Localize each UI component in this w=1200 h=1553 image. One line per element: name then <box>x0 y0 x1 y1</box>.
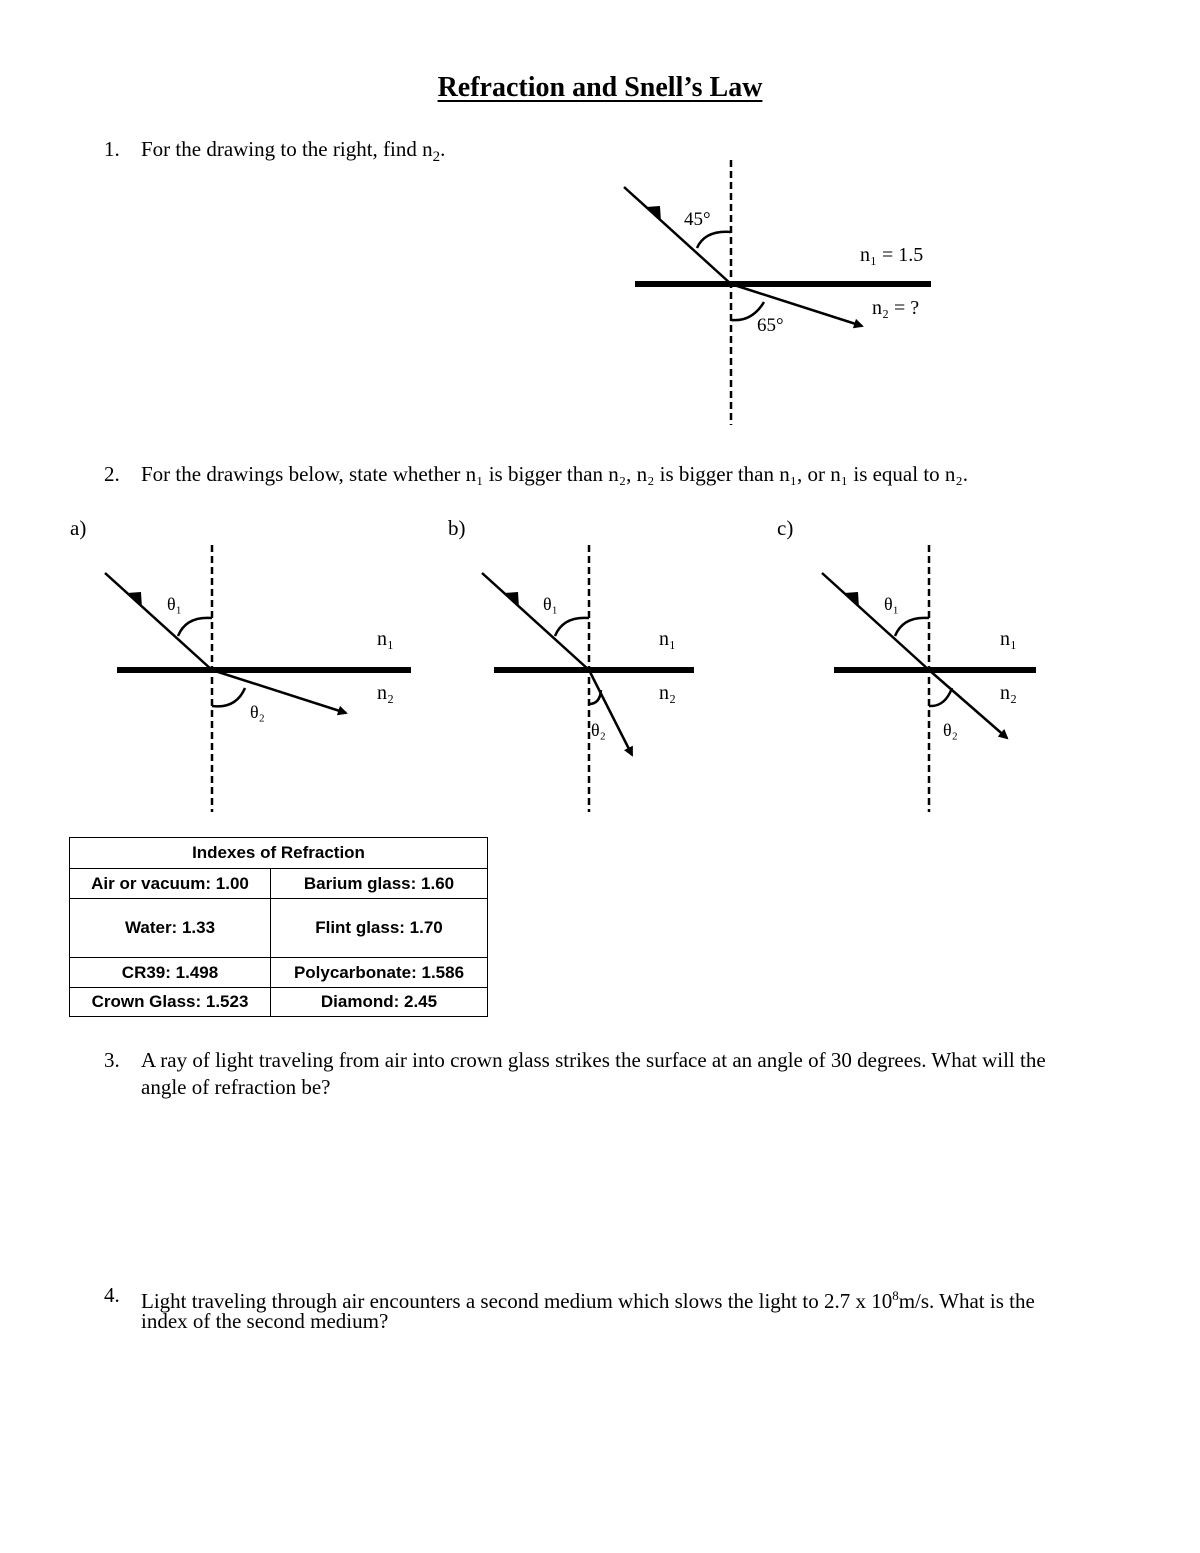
q2a-theta1-label: θ₁ <box>167 594 182 614</box>
q1-incident-angle-arc <box>697 232 731 248</box>
q2c-theta1-label: θ₁ <box>884 594 899 614</box>
table-row <box>70 988 488 1017</box>
table-row <box>70 958 488 988</box>
q2a-theta2-label: θ₂ <box>250 702 265 722</box>
q2a-incident-ray <box>105 573 212 670</box>
q2a-diagram <box>105 545 411 812</box>
q2a-theta2-arc <box>212 688 245 706</box>
refraction-index-table <box>69 837 488 1017</box>
part-a-label: a) <box>70 516 87 540</box>
q2a-incident-arrowhead <box>127 592 142 608</box>
table-header-row <box>70 838 488 869</box>
q2b-incident-arrowhead <box>504 592 519 608</box>
q2b-theta1-arc <box>555 618 589 636</box>
part-c-label: c) <box>777 516 794 540</box>
q2c-diagram <box>822 545 1036 812</box>
table-row <box>70 899 488 958</box>
table-cell: Air or vacuum: 1.00 <box>70 869 271 899</box>
q1-n1-label: n₁ = 1.5 <box>860 244 924 266</box>
q1-refracted-angle-label: 65° <box>757 315 784 336</box>
question-4-number: 4. <box>104 1283 120 1307</box>
q2a-refracted-ray <box>212 670 346 713</box>
page-title: Refraction and Snell’s Law <box>437 72 763 103</box>
q2b-diagram <box>482 545 694 812</box>
table-row <box>70 869 488 899</box>
table-cell: Water: 1.33 <box>70 899 271 958</box>
q2c-theta2-arc <box>929 688 952 706</box>
q2c-theta1-arc <box>895 618 929 636</box>
q2c-n1-label: n₁ <box>1000 628 1017 650</box>
table-cell: Flint glass: 1.70 <box>271 899 488 958</box>
table-header: Indexes of Refraction <box>70 838 488 869</box>
question-4-line-1: Light traveling through air encounters a second medium which slows the light to 2.7 x $10^8m/s$. What is the <box>141 1288 1035 1313</box>
table-cell: Polycarbonate: 1.586 <box>271 958 488 988</box>
q1-refracted-ray <box>731 284 862 326</box>
q2b-refracted-ray <box>589 670 632 755</box>
q2c-incident-arrowhead <box>844 592 859 608</box>
question-3-line-1: A ray of light traveling from air into crown glass strikes the surface at an angle of 30 degrees. What will the <box>141 1048 1046 1072</box>
question-1-number: 1. <box>104 137 120 161</box>
q2a-theta1-arc <box>178 618 212 636</box>
q2c-incident-ray <box>822 573 929 670</box>
q1-diagram <box>624 160 931 425</box>
q2b-theta2-label: θ₂ <box>591 720 606 740</box>
q2b-n1-label: n₁ <box>659 628 676 650</box>
q1-n2-label: n₂ = ? <box>872 297 920 319</box>
question-3-line-2: angle of refraction be? <box>141 1075 331 1099</box>
table-cell: CR39: 1.498 <box>70 958 271 988</box>
q2c-theta2-label: θ₂ <box>943 720 958 740</box>
part-b-label: b) <box>448 516 466 540</box>
q2b-theta1-label: θ₁ <box>543 594 558 614</box>
table-cell: Diamond: 2.45 <box>271 988 488 1017</box>
question-4-line-2: index of the second medium? <box>141 1309 389 1333</box>
q2a-n2-label: n₂ <box>377 682 394 704</box>
q1-incident-angle-label: 45° <box>684 209 711 230</box>
q1-incident-arrowhead <box>646 206 661 222</box>
q2b-incident-ray <box>482 573 589 670</box>
question-2-number: 2. <box>104 462 120 486</box>
q2b-n2-label: n₂ <box>659 682 676 704</box>
question-1-text: For the drawing to the right, find $n_2$. <box>141 137 446 166</box>
table-cell: Crown Glass: 1.523 <box>70 988 271 1017</box>
question-3-number: 3. <box>104 1048 120 1072</box>
table-cell: Barium glass: 1.60 <box>271 869 488 899</box>
question-2-text: For the drawings below, state whether n₁ is bigger than n₂, n₂ is bigger than n₁, or n₁ is equal to n₂. <box>141 462 968 486</box>
q2c-n2-label: n₂ <box>1000 682 1017 704</box>
q2a-n1-label: n₁ <box>377 628 394 650</box>
q1-incident-ray <box>624 187 731 284</box>
